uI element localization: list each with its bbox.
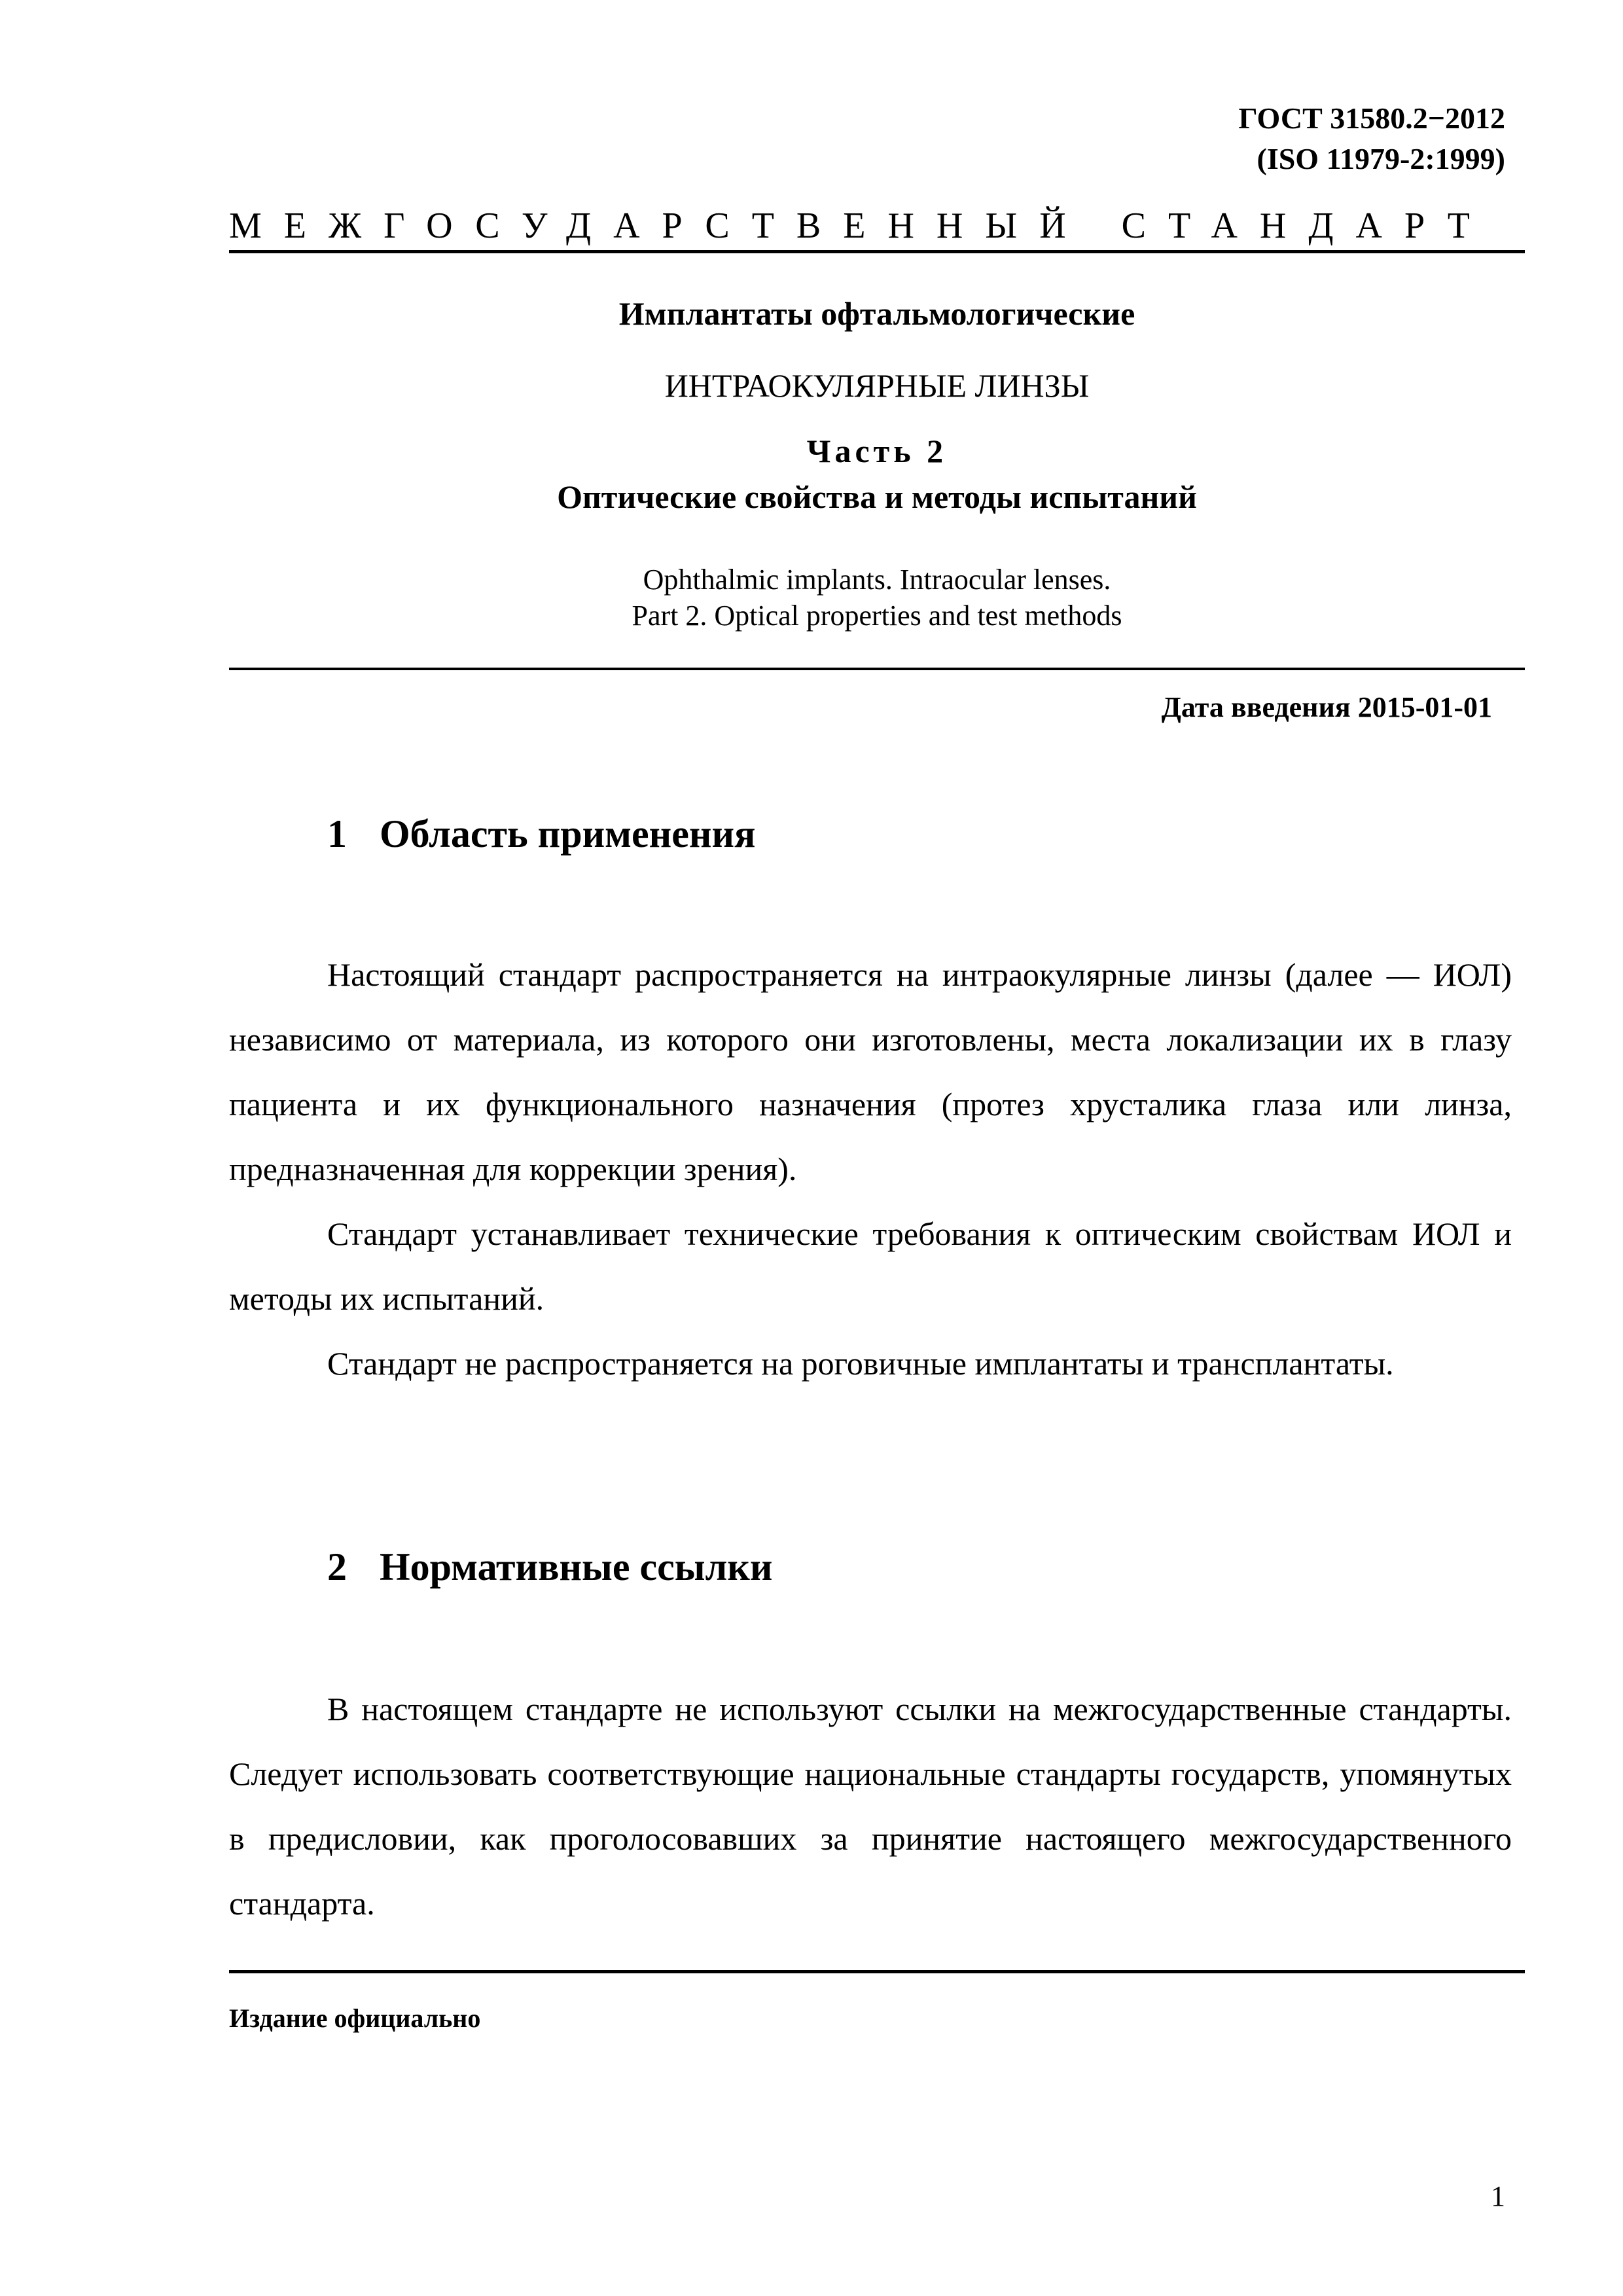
section-2-body	[229, 1677, 1512, 1936]
section-2-title: Нормативные ссылки	[380, 1545, 773, 1588]
title-english-line1: Ophthalmic implants. Intraocular lenses.	[643, 564, 1111, 596]
title-main: ИНТРАОКУЛЯРНЫЕ ЛИНЗЫ	[664, 367, 1090, 404]
iso-number: (ISO 11979-2:1999)	[1257, 142, 1505, 175]
gost-number: ГОСТ 31580.2−2012	[1238, 101, 1505, 135]
section-1-paragraph-1: Настоящий стандарт распространяется на интраокулярные линзы (далее — ИОЛ) независимо от материала, из которого они изготовлены, места локализации их в глазу пациента и их функционального назначения (протез хрусталика глаза или линза, предназначенная для коррекции зрения).	[229, 956, 1512, 1187]
section-1-paragraph-3: Стандарт не распространяется на роговичные имплантаты и трансплантаты.	[327, 1345, 1394, 1382]
banner-rule	[229, 250, 1525, 253]
section-2-number: 2	[327, 1545, 347, 1588]
document-identifier	[1238, 98, 1505, 179]
banner-word-standard: СТАНДАРТ	[1121, 206, 1492, 246]
title-english-line2: Part 2. Optical properties and test methods	[632, 600, 1122, 632]
title-rule	[229, 668, 1525, 670]
footer-rule	[229, 1970, 1525, 1973]
title-part: Часть 2	[806, 433, 948, 469]
introduction-date: Дата введения 2015-01-01	[1161, 691, 1492, 723]
official-edition-note: Издание официально	[229, 2003, 481, 2033]
standard-banner	[229, 203, 1492, 249]
title-subtitle: Имплантаты офтальмологические	[618, 295, 1135, 332]
title-part-name: Оптические свойства и методы испытаний	[557, 478, 1197, 515]
page-number: 1	[1491, 2180, 1505, 2212]
section-1-heading	[327, 812, 755, 857]
section-1-number: 1	[327, 812, 347, 855]
section-1-title: Область применения	[380, 812, 756, 855]
banner-word-interstate: МЕЖГОСУДАРСТВЕННЫЙ	[229, 206, 1088, 246]
section-1-body	[229, 942, 1512, 1396]
section-2-paragraph-1: В настоящем стандарте не используют ссылки на межгосударственные стандарты. Следует использовать соответствующие национальные стандарты государств, упомянутых в предисловии, как проголосовавших за принятие настоящего межгосударственного стандарта.	[229, 1691, 1512, 1922]
section-1-paragraph-2: Стандарт устанавливает технические требования к оптическим свойствам ИОЛ и методы их испытаний.	[229, 1215, 1512, 1317]
section-2-heading	[327, 1545, 772, 1590]
